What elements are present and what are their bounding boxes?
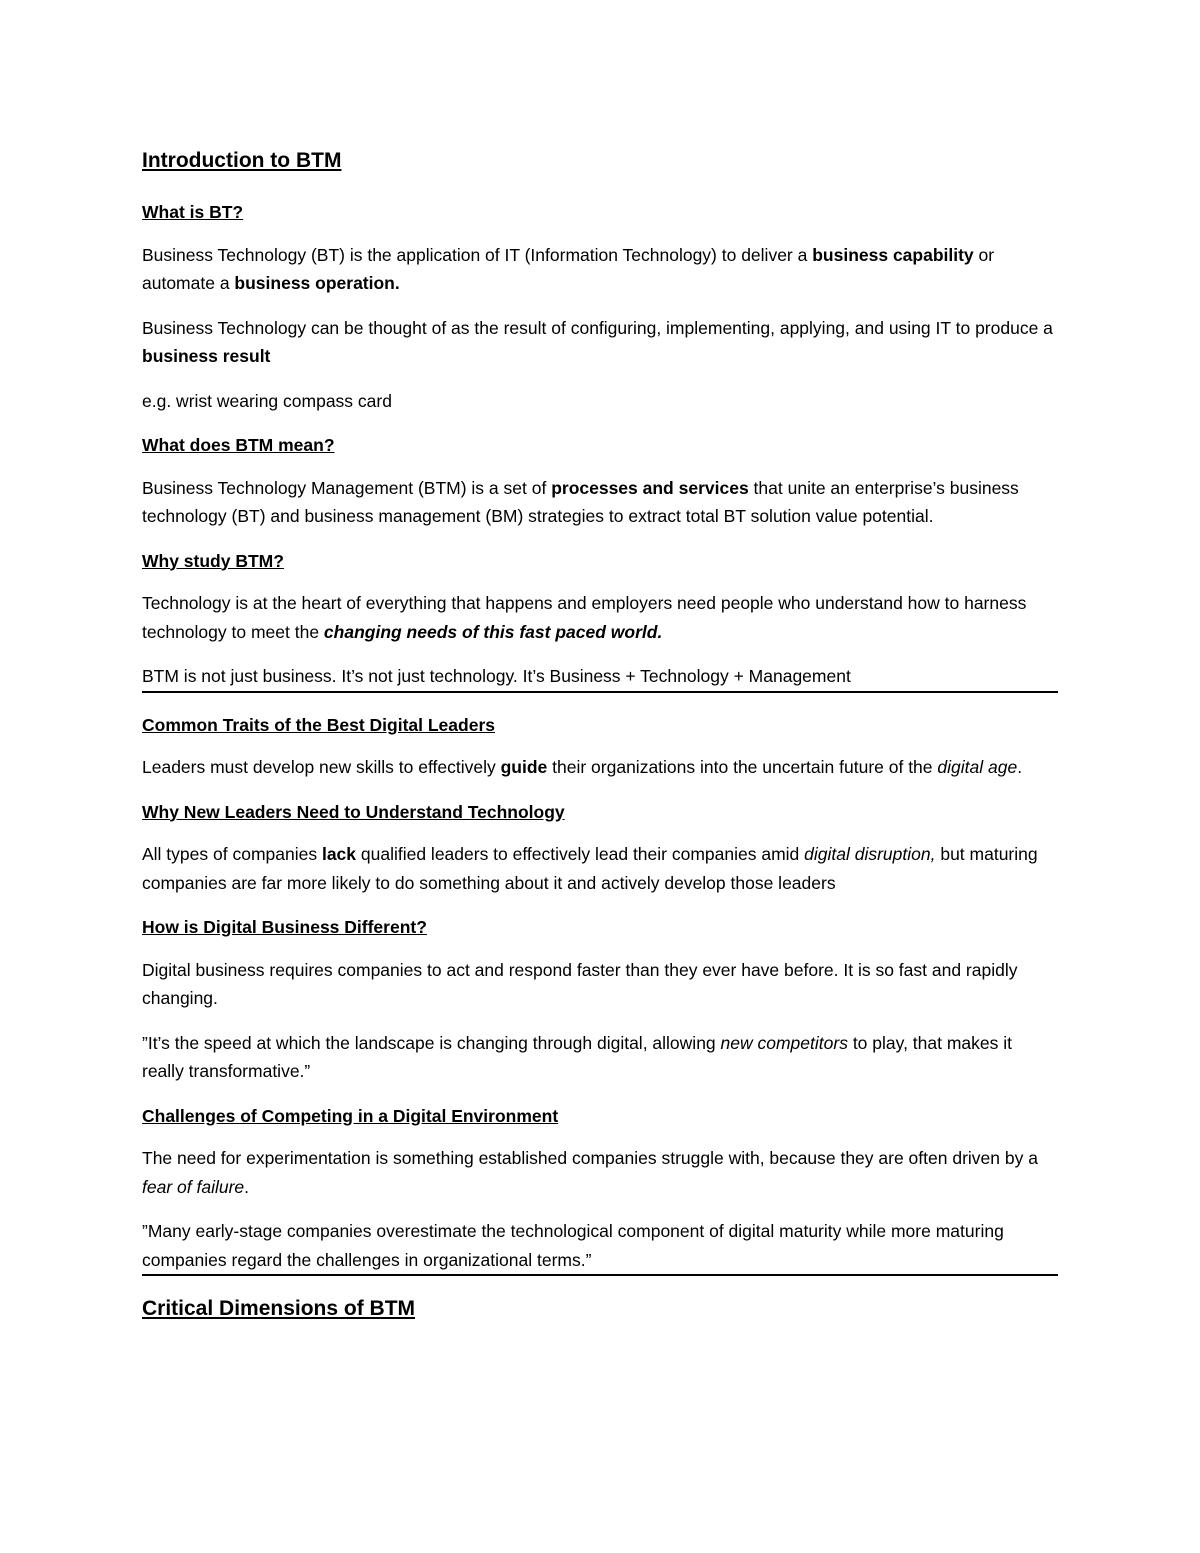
- paragraph-btm-summary: BTM is not just business. It’s not just technology. It’s Business + Technology + Management: [142, 666, 851, 686]
- bold-text: guide: [500, 757, 548, 777]
- heading-common-traits: Common Traits of the Best Digital Leaders: [142, 714, 495, 735]
- text: Business Technology can be thought of as the result of configuring, implementing, applying, and using IT to produce a: [142, 317, 1053, 338]
- text: but maturing companies are far more likely to do something about it and actively develop those leaders: [142, 844, 1038, 893]
- heading-why-study-btm: Why study BTM?: [142, 550, 284, 571]
- text: that unite an enterprise’s business technology (BT) and business management (BM) strategies to extract total BT solution value potential.: [142, 477, 1019, 526]
- text: to play, that makes it really transformative.”: [142, 1032, 1013, 1081]
- document-page: [142, 146, 1058, 1324]
- paragraph-why-new-leaders: [142, 840, 1058, 897]
- text: or automate a: [142, 244, 995, 293]
- text: Business Technology Management (BTM) is a set of: [142, 477, 552, 498]
- heading-digital-different: How is Digital Business Different?: [142, 917, 427, 937]
- text: Technology is at the heart of everything that happens and employers need people who understand how to harness technology to meet the: [142, 593, 1027, 642]
- text: All types of companies: [142, 844, 322, 864]
- heading-what-is-bt: What is BT?: [142, 202, 244, 222]
- section-divider: [142, 1274, 1058, 1276]
- paragraph-bt-example: e.g. wrist wearing compass card: [142, 390, 392, 411]
- text: The need for experimentation is something established companies struggle with, because they are often driven by a: [142, 1148, 1038, 1168]
- paragraph-bt-definition: [142, 241, 1058, 298]
- bold-text: processes and services: [551, 477, 749, 498]
- paragraph-digital-quote: [142, 1029, 1058, 1086]
- heading-what-does-btm-mean: What does BTM mean?: [142, 435, 335, 455]
- italic-text: digital disruption,: [804, 844, 936, 864]
- page-title: Introduction to BTM: [142, 149, 342, 172]
- text: qualified leaders to effectively lead their companies amid: [356, 844, 805, 864]
- text: their organizations into the uncertain future of the: [547, 757, 938, 777]
- italic-text: new competitors: [720, 1032, 848, 1053]
- heading-challenges: Challenges of Competing in a Digital Environment: [142, 1105, 559, 1126]
- bold-text: business capability: [812, 244, 974, 265]
- heading-why-new-leaders: Why New Leaders Need to Understand Technology: [142, 801, 565, 822]
- bold-text: business operation.: [234, 273, 400, 293]
- italic-text: fear of failure: [142, 1176, 245, 1197]
- paragraph-btm-definition: [142, 474, 1058, 531]
- italic-text: digital age: [937, 757, 1018, 777]
- paragraph-challenges: [142, 1144, 1058, 1201]
- section-divider: [142, 691, 1058, 693]
- bold-text: business result: [142, 346, 271, 366]
- paragraph-bt-result: [142, 314, 1058, 371]
- paragraph-common-traits: [142, 753, 1058, 782]
- text: ”It’s the speed at which the landscape is changing through digital, allowing: [142, 1032, 721, 1053]
- bold-italic-text: changing needs of this fast paced world.: [323, 621, 663, 642]
- paragraph-challenges-quote: ”Many early-stage companies overestimate the technological component of digital maturity while more maturing companies regard the challenges in organizational terms.”: [142, 1221, 1004, 1270]
- paragraph-why-study: [142, 589, 1058, 646]
- paragraph-digital-speed: Digital business requires companies to act and respond faster than they ever have before. It is so fast and rapidly changing.: [142, 959, 1018, 1008]
- bold-text: lack: [321, 844, 357, 864]
- text: .: [244, 1176, 250, 1197]
- text: Leaders must develop new skills to effectively: [142, 757, 501, 777]
- text: Business Technology (BT) is the application of IT (Information Technology) to deliver a: [142, 244, 813, 265]
- text: .: [1017, 757, 1023, 777]
- heading-critical-dimensions: Critical Dimensions of BTM: [142, 1297, 416, 1320]
